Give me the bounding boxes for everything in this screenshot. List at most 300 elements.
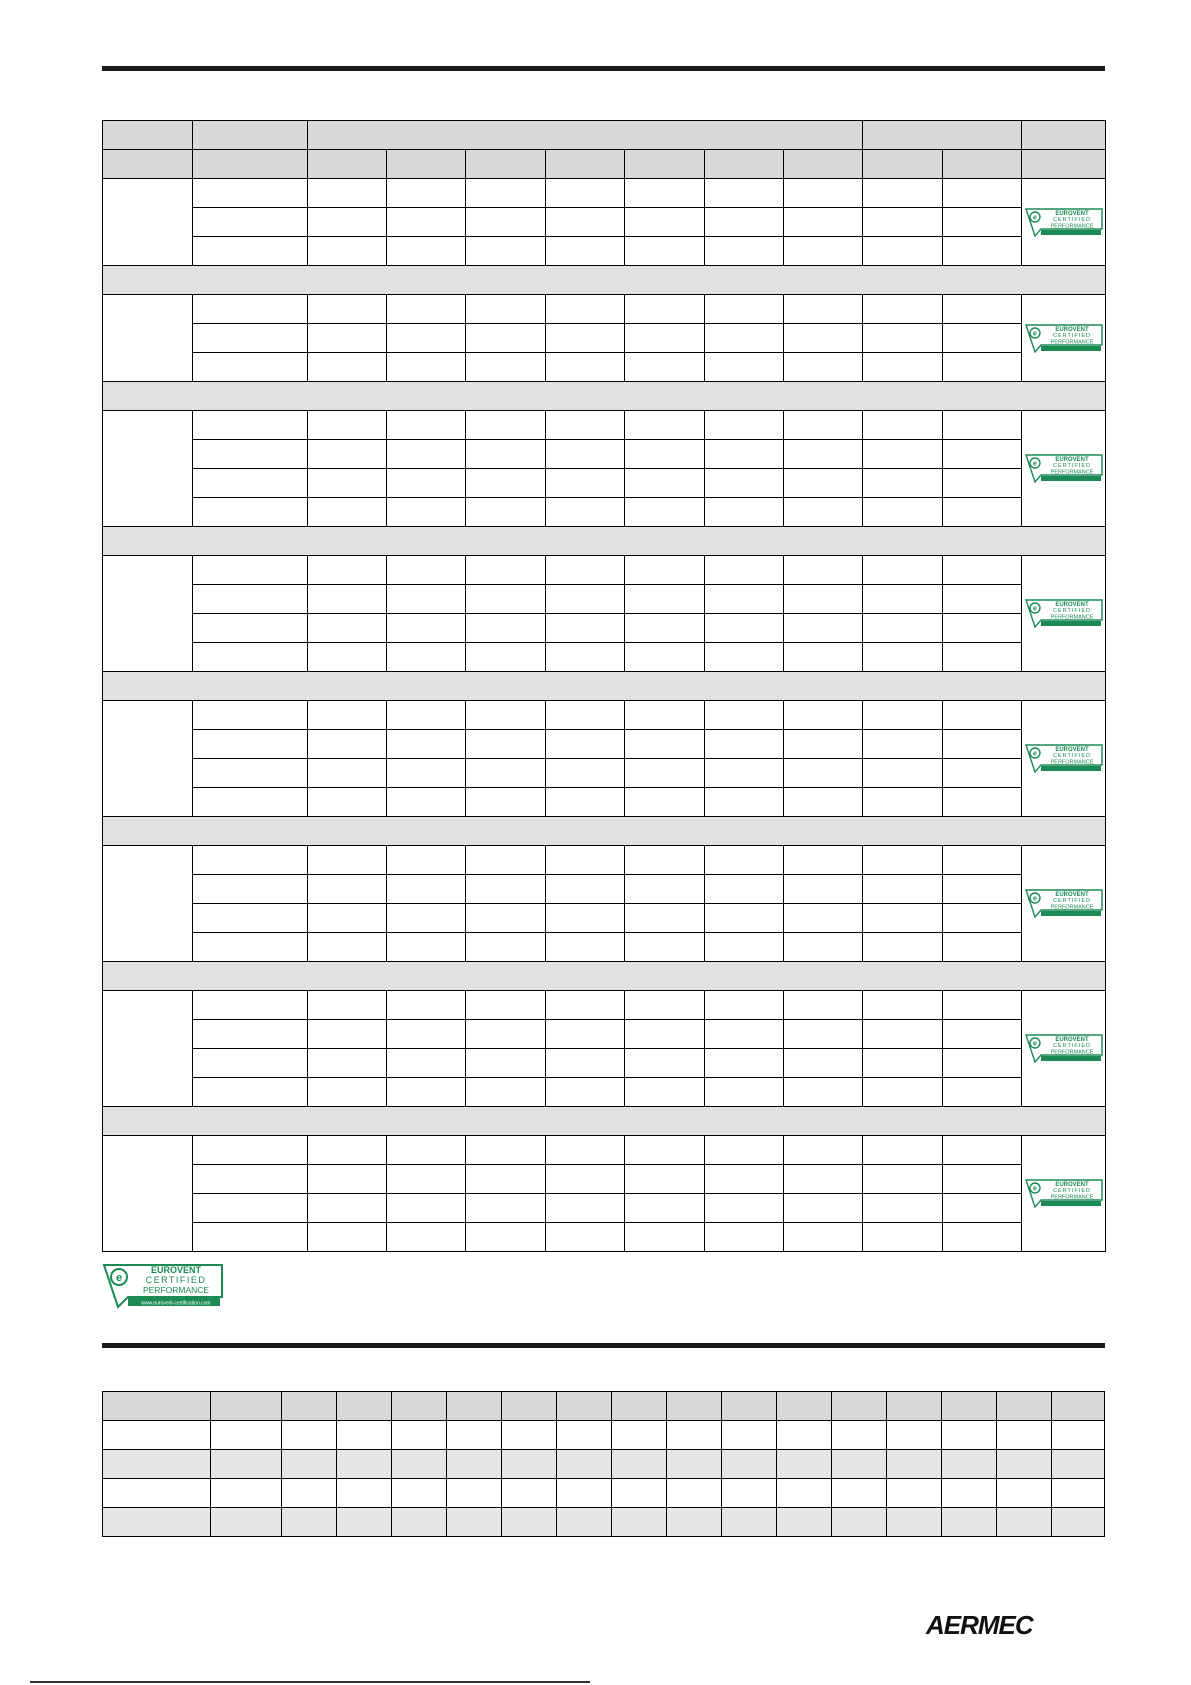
table-cell (705, 933, 784, 962)
table-cell (784, 208, 863, 237)
table-cell (103, 1508, 211, 1537)
header-cell (1022, 150, 1106, 179)
table-cell (887, 1421, 942, 1450)
table-cell (943, 1020, 1022, 1049)
table-cell (193, 585, 308, 614)
group-separator (103, 672, 1106, 701)
table-cell (193, 411, 308, 440)
table-cell (466, 208, 546, 237)
header-cell (447, 1392, 502, 1421)
data-row (103, 1508, 1105, 1537)
table-cell (337, 1421, 392, 1450)
table-cell (705, 295, 784, 324)
table-cell (466, 933, 546, 962)
table-cell (863, 788, 943, 817)
table-cell (392, 1450, 447, 1479)
table-cell (705, 991, 784, 1020)
table-cell (863, 730, 943, 759)
table-cell (447, 1508, 502, 1537)
table-cell (667, 1421, 722, 1450)
table-cell (308, 1049, 387, 1078)
header-cell (193, 150, 308, 179)
table-cell (943, 1165, 1022, 1194)
svg-text:CERTIFIED: CERTIFIED (1052, 216, 1091, 223)
table-cell (943, 237, 1022, 266)
header-cell (282, 1392, 337, 1421)
data-row (103, 846, 1106, 875)
eurovent-badge (1025, 889, 1103, 918)
table-cell (784, 498, 863, 527)
group-separator (103, 962, 1106, 991)
table-cell (863, 208, 943, 237)
table-cell (308, 179, 387, 208)
table-cell (997, 1421, 1052, 1450)
table-cell (502, 1479, 557, 1508)
header-row-2 (103, 150, 1106, 179)
table-cell (625, 1194, 705, 1223)
table-cell (387, 846, 466, 875)
data-row (103, 237, 1106, 266)
table-cell (625, 614, 705, 643)
svg-text:EUROVENT: EUROVENT (1054, 1182, 1089, 1188)
table-cell (193, 1136, 308, 1165)
table-cell (387, 469, 466, 498)
data-row (103, 556, 1106, 585)
svg-text:www.eurovent-certification.com: www.eurovent-certification.com (141, 1300, 211, 1307)
table-cell (193, 1020, 308, 1049)
table-cell (387, 933, 466, 962)
data-row (103, 643, 1106, 672)
certification-cell (1022, 701, 1106, 817)
table-cell (784, 1020, 863, 1049)
eurovent-badge (1025, 454, 1103, 483)
table-cell (466, 730, 546, 759)
aermec-logo: AERMEC (926, 1610, 1033, 1640)
table-cell (863, 1078, 943, 1107)
header-cell (308, 121, 863, 150)
table-cell (193, 1223, 308, 1252)
table-cell (337, 1508, 392, 1537)
table-cell (705, 585, 784, 614)
table-cell (943, 585, 1022, 614)
svg-text:PERFORMANCE: PERFORMANCE (1050, 904, 1093, 911)
table-cell (193, 179, 308, 208)
data-row (103, 730, 1106, 759)
data-row (103, 1450, 1105, 1479)
header-cell (863, 121, 1022, 150)
table-cell (625, 179, 705, 208)
table-cell (387, 614, 466, 643)
table-cell (502, 1450, 557, 1479)
table-cell (784, 440, 863, 469)
header-cell (337, 1392, 392, 1421)
table-cell (387, 411, 466, 440)
table-cell (308, 353, 387, 382)
svg-text:e: e (1032, 460, 1037, 468)
table-cell (863, 1223, 943, 1252)
table-cell (193, 991, 308, 1020)
table-cell (625, 556, 705, 585)
table-cell (282, 1508, 337, 1537)
svg-text:e: e (1032, 605, 1037, 613)
table-cell (308, 991, 387, 1020)
table-cell (625, 1223, 705, 1252)
table-cell (546, 353, 625, 382)
table-cell (447, 1479, 502, 1508)
table-cell (546, 1194, 625, 1223)
table-cell (466, 585, 546, 614)
table-cell (705, 875, 784, 904)
table-cell (308, 1078, 387, 1107)
table-cell (863, 469, 943, 498)
eurovent-badge (1025, 208, 1103, 237)
table-cell (546, 1136, 625, 1165)
model-cell (103, 701, 193, 817)
table-cell (1052, 1479, 1105, 1508)
table-cell (784, 556, 863, 585)
table-cell (705, 411, 784, 440)
svg-text:CERTIFIED: CERTIFIED (1052, 608, 1091, 614)
table-cell (557, 1450, 612, 1479)
table-cell (722, 1508, 777, 1537)
table-cell (863, 614, 943, 643)
table-cell (625, 788, 705, 817)
header-cell (943, 150, 1022, 179)
table-cell (193, 904, 308, 933)
table-cell (943, 353, 1022, 382)
table-cell (863, 1194, 943, 1223)
table-cell (625, 237, 705, 266)
table-cell (387, 498, 466, 527)
table-cell (466, 295, 546, 324)
table-cell (308, 585, 387, 614)
table-cell (997, 1508, 1052, 1537)
svg-text:e: e (1032, 750, 1037, 758)
model-cell (103, 1136, 193, 1252)
table-cell (863, 179, 943, 208)
table-cell (943, 875, 1022, 904)
certification-cell (1022, 411, 1106, 527)
table-cell (308, 498, 387, 527)
data-row (103, 440, 1106, 469)
table-cell (546, 1020, 625, 1049)
table-cell (784, 295, 863, 324)
table-cell (387, 701, 466, 730)
table-cell (193, 440, 308, 469)
table-cell (942, 1479, 997, 1508)
table-cell (546, 585, 625, 614)
table-cell (625, 730, 705, 759)
table-cell (193, 759, 308, 788)
table-cell (546, 469, 625, 498)
table-cell (193, 469, 308, 498)
table-cell (282, 1479, 337, 1508)
table-cell (705, 498, 784, 527)
table-cell (193, 614, 308, 643)
table-cell (387, 1136, 466, 1165)
table-cell (546, 498, 625, 527)
table-cell (466, 237, 546, 266)
table-cell (387, 1020, 466, 1049)
table-cell (863, 353, 943, 382)
table-cell (193, 237, 308, 266)
table-cell (625, 1165, 705, 1194)
table-cell (705, 643, 784, 672)
table-cell (863, 759, 943, 788)
table-cell (387, 904, 466, 933)
table-cell (943, 411, 1022, 440)
table-cell (546, 788, 625, 817)
header-cell (777, 1392, 832, 1421)
group-separator (103, 382, 1106, 411)
table-cell (705, 469, 784, 498)
header-cell (625, 150, 705, 179)
table-cell (943, 1049, 1022, 1078)
table-cell (705, 788, 784, 817)
certification-cell (1022, 991, 1106, 1107)
data-row (103, 411, 1106, 440)
certification-cell (1022, 1136, 1106, 1252)
table-cell (943, 208, 1022, 237)
svg-text:PERFORMANCE: PERFORMANCE (1050, 759, 1093, 766)
table-cell (387, 1165, 466, 1194)
table-cell (557, 1479, 612, 1508)
table-cell (387, 1049, 466, 1078)
header-cell (1022, 121, 1106, 150)
svg-text:PERFORMANCE: PERFORMANCE (1050, 339, 1093, 345)
table-cell (625, 1020, 705, 1049)
table-cell (705, 324, 784, 353)
data-row (103, 991, 1106, 1020)
table-cell (466, 1165, 546, 1194)
table-cell (546, 933, 625, 962)
table-cell (943, 295, 1022, 324)
table-cell (387, 991, 466, 1020)
table-cell (466, 1020, 546, 1049)
table-cell (387, 875, 466, 904)
table-cell (466, 179, 546, 208)
table-cell (392, 1421, 447, 1450)
table-cell (705, 614, 784, 643)
table-cell (943, 469, 1022, 498)
group-separator (103, 527, 1106, 556)
header-cell (103, 1392, 211, 1421)
table-cell (308, 440, 387, 469)
table-cell (625, 933, 705, 962)
table-cell (942, 1421, 997, 1450)
table-cell (1052, 1421, 1105, 1450)
table-cell (466, 701, 546, 730)
table-cell (705, 353, 784, 382)
table-cell (784, 730, 863, 759)
table-cell (705, 440, 784, 469)
table-cell (943, 324, 1022, 353)
table-cell (943, 1078, 1022, 1107)
table-cell (387, 353, 466, 382)
table-cell (784, 237, 863, 266)
table-cell (863, 556, 943, 585)
table-cell (466, 846, 546, 875)
table-cell (777, 1508, 832, 1537)
table-cell (282, 1450, 337, 1479)
table-cell (943, 730, 1022, 759)
svg-text:EUROVENT: EUROVENT (1054, 210, 1089, 217)
table-cell (943, 643, 1022, 672)
table-cell (466, 411, 546, 440)
table-cell (777, 1421, 832, 1450)
table-cell (943, 1194, 1022, 1223)
table-cell (546, 556, 625, 585)
certification-cell (1022, 846, 1106, 962)
table-cell (705, 1165, 784, 1194)
table-cell (625, 701, 705, 730)
table-cell (466, 759, 546, 788)
table-cell (784, 904, 863, 933)
table-cell (546, 179, 625, 208)
table-cell (557, 1508, 612, 1537)
table-cell (784, 643, 863, 672)
table-cell (784, 933, 863, 962)
table-cell (466, 1194, 546, 1223)
eurovent-badge (1025, 324, 1103, 353)
table-cell (193, 875, 308, 904)
data-row (103, 295, 1106, 324)
table-cell (612, 1421, 667, 1450)
model-cell (103, 295, 193, 382)
table-cell (863, 991, 943, 1020)
table-cell (705, 1136, 784, 1165)
bottom-edge-line (30, 1681, 590, 1683)
table-cell (308, 701, 387, 730)
table-cell (784, 1049, 863, 1078)
header-cell (392, 1392, 447, 1421)
svg-text:EUROVENT: EUROVENT (1054, 457, 1089, 463)
header-cell (308, 150, 387, 179)
table-cell (466, 1078, 546, 1107)
table-cell (387, 1194, 466, 1223)
table-cell (705, 179, 784, 208)
table-cell (308, 875, 387, 904)
table-cell (387, 179, 466, 208)
table-cell (784, 701, 863, 730)
data-row (103, 1223, 1106, 1252)
table-cell (705, 1049, 784, 1078)
table-cell (863, 846, 943, 875)
table-cell (705, 556, 784, 585)
table-cell (193, 701, 308, 730)
table-cell (308, 1136, 387, 1165)
table-cell (705, 1020, 784, 1049)
data-row (103, 788, 1106, 817)
table-cell (887, 1450, 942, 1479)
svg-text:CERTIFIED: CERTIFIED (1052, 1188, 1091, 1194)
data-row (103, 1136, 1106, 1165)
header-cell (887, 1392, 942, 1421)
table-cell (863, 1049, 943, 1078)
table-cell (466, 469, 546, 498)
table-cell (784, 469, 863, 498)
table-cell (625, 208, 705, 237)
header-cell (863, 150, 943, 179)
table-cell (863, 643, 943, 672)
eurovent-badge (1025, 744, 1103, 773)
table-cell (392, 1479, 447, 1508)
eurovent-badge (1025, 599, 1103, 628)
table-cell (943, 556, 1022, 585)
table-cell (625, 759, 705, 788)
table-cell (863, 411, 943, 440)
table-cell (546, 991, 625, 1020)
table-cell (193, 1049, 308, 1078)
svg-text:CERTIFIED: CERTIFIED (1052, 753, 1091, 759)
table-cell (705, 1223, 784, 1252)
table-cell (387, 643, 466, 672)
svg-text:e: e (1032, 1040, 1037, 1048)
table-cell (943, 991, 1022, 1020)
secondary-table (102, 1391, 1105, 1537)
table-cell (997, 1479, 1052, 1508)
table-cell (625, 1078, 705, 1107)
data-row (103, 1078, 1106, 1107)
svg-text:EUROVENT: EUROVENT (1054, 326, 1089, 333)
table-cell (784, 179, 863, 208)
svg-text:EUROVENT: EUROVENT (1054, 892, 1089, 898)
header-cell (387, 150, 466, 179)
table-cell (193, 1194, 308, 1223)
table-cell (447, 1421, 502, 1450)
table-cell (466, 1136, 546, 1165)
table-cell (625, 353, 705, 382)
table-cell (863, 237, 943, 266)
header-cell (832, 1392, 887, 1421)
svg-text:e: e (115, 1272, 123, 1284)
table-cell (784, 846, 863, 875)
table-cell (625, 904, 705, 933)
table-cell (308, 208, 387, 237)
table-cell (625, 1049, 705, 1078)
table-cell (193, 353, 308, 382)
table-cell (612, 1479, 667, 1508)
table-cell (211, 1421, 282, 1450)
table-cell (705, 730, 784, 759)
table-cell (502, 1421, 557, 1450)
table-cell (211, 1479, 282, 1508)
table-cell (546, 1049, 625, 1078)
table-cell (193, 1078, 308, 1107)
table-cell (466, 643, 546, 672)
table-cell (863, 933, 943, 962)
svg-text:CERTIFIED: CERTIFIED (1052, 463, 1091, 469)
table-cell (784, 1078, 863, 1107)
table-cell (625, 875, 705, 904)
table-cell (546, 440, 625, 469)
table-cell (387, 295, 466, 324)
table-cell (466, 904, 546, 933)
table-cell (546, 1223, 625, 1252)
table-cell (784, 991, 863, 1020)
table-cell (546, 875, 625, 904)
table-cell (784, 759, 863, 788)
table-cell (863, 440, 943, 469)
svg-text:CERTIFIED: CERTIFIED (1052, 898, 1091, 904)
table-cell (942, 1508, 997, 1537)
model-cell (103, 556, 193, 672)
table-cell (784, 324, 863, 353)
table-cell (625, 440, 705, 469)
table-cell (722, 1421, 777, 1450)
header-cell (557, 1392, 612, 1421)
section-rule (102, 1343, 1105, 1348)
